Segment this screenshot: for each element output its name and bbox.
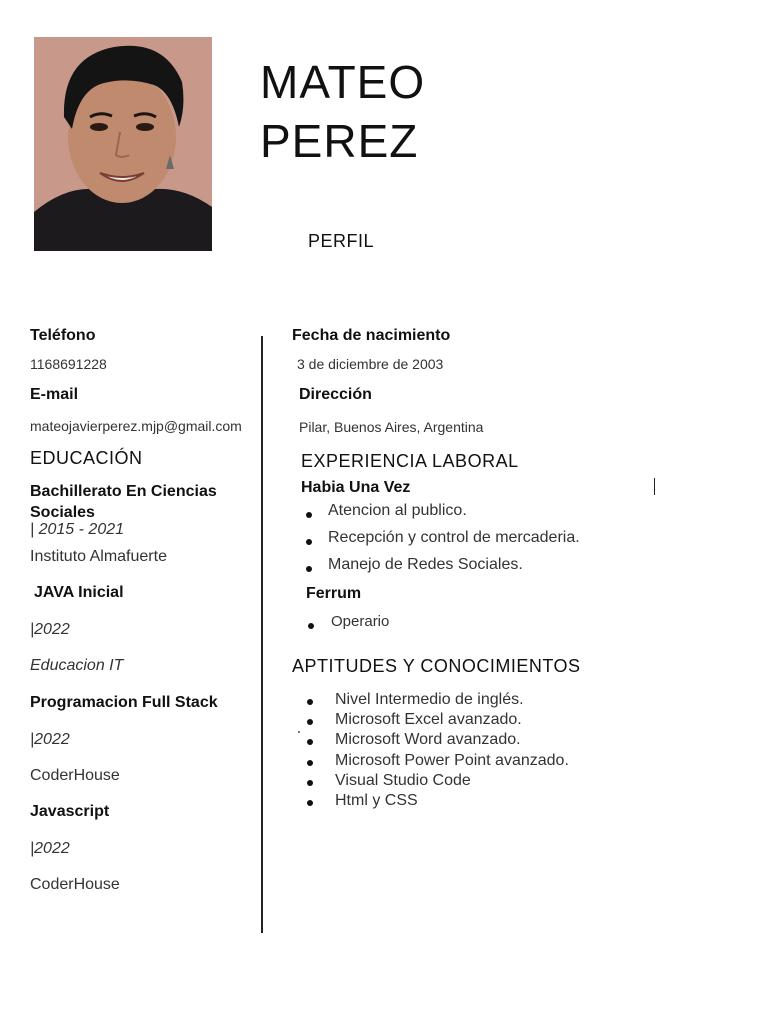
- text-cursor-mark: [654, 478, 655, 495]
- profile-photo: [34, 37, 212, 251]
- bullet-icon: [307, 800, 313, 806]
- phone-value: 1168691228: [30, 356, 107, 372]
- bullet-icon: [306, 539, 312, 545]
- education-title: EDUCACIÓN: [30, 448, 143, 468]
- education-period: |2022: [30, 840, 70, 857]
- bullet-icon: [308, 623, 314, 629]
- skill-item: Microsoft Excel avanzado.: [335, 711, 522, 728]
- education-institution: CoderHouse: [30, 767, 120, 784]
- first-name: MATEO: [260, 56, 426, 108]
- column-divider: [261, 336, 263, 933]
- education-institution: Educacion IT: [30, 657, 124, 674]
- education-degree: Bachillerato En Ciencias: [30, 483, 217, 500]
- bullet-icon: [307, 739, 313, 745]
- education-period: |2022: [30, 731, 70, 748]
- education-institution: CoderHouse: [30, 876, 120, 893]
- stray-mark: [298, 731, 300, 733]
- skill-item: Microsoft Word avanzado.: [335, 731, 521, 748]
- address-label: Dirección: [299, 386, 372, 403]
- skill-item: Microsoft Power Point avanzado.: [335, 752, 569, 769]
- education-degree-cont: Sociales: [30, 504, 95, 521]
- job-task: Manejo de Redes Sociales.: [328, 556, 523, 573]
- education-institution: Instituto Almafuerte: [30, 548, 167, 565]
- address-value: Pilar, Buenos Aires, Argentina: [299, 419, 484, 435]
- education-degree: Javascript: [30, 803, 110, 820]
- job-company: Ferrum: [306, 585, 362, 602]
- profile-title: PERFIL: [308, 231, 375, 251]
- bullet-icon: [306, 512, 312, 518]
- skill-item: Html y CSS: [335, 792, 418, 809]
- job-task: Recepción y control de mercaderia.: [328, 529, 580, 546]
- bullet-icon: [307, 760, 313, 766]
- bullet-icon: [306, 566, 312, 572]
- job-task: Atencion al publico.: [328, 502, 467, 519]
- birth-label: Fecha de nacimiento: [292, 327, 451, 344]
- job-task: Operario: [331, 613, 390, 630]
- bullet-icon: [307, 699, 313, 705]
- last-name: PEREZ: [260, 115, 419, 167]
- birth-value: 3 de diciembre de 2003: [297, 356, 444, 372]
- bullet-icon: [307, 719, 313, 725]
- experience-title: EXPERIENCIA LABORAL: [301, 451, 519, 471]
- email-label: E-mail: [30, 386, 79, 403]
- education-period: |2022: [30, 621, 70, 638]
- skill-item: Nivel Intermedio de inglés.: [335, 691, 524, 708]
- job-company: Habia Una Vez: [301, 479, 411, 496]
- education-degree: JAVA Inicial: [34, 584, 124, 601]
- phone-label: Teléfono: [30, 327, 96, 344]
- bullet-icon: [307, 780, 313, 786]
- education-period: | 2015 - 2021: [30, 521, 125, 538]
- email-value: mateojavierperez.mjp@gmail.com: [30, 418, 242, 434]
- skills-title: APTITUDES Y CONOCIMIENTOS: [292, 656, 581, 676]
- education-degree: Programacion Full Stack: [30, 694, 218, 711]
- skill-item: Visual Studio Code: [335, 772, 471, 789]
